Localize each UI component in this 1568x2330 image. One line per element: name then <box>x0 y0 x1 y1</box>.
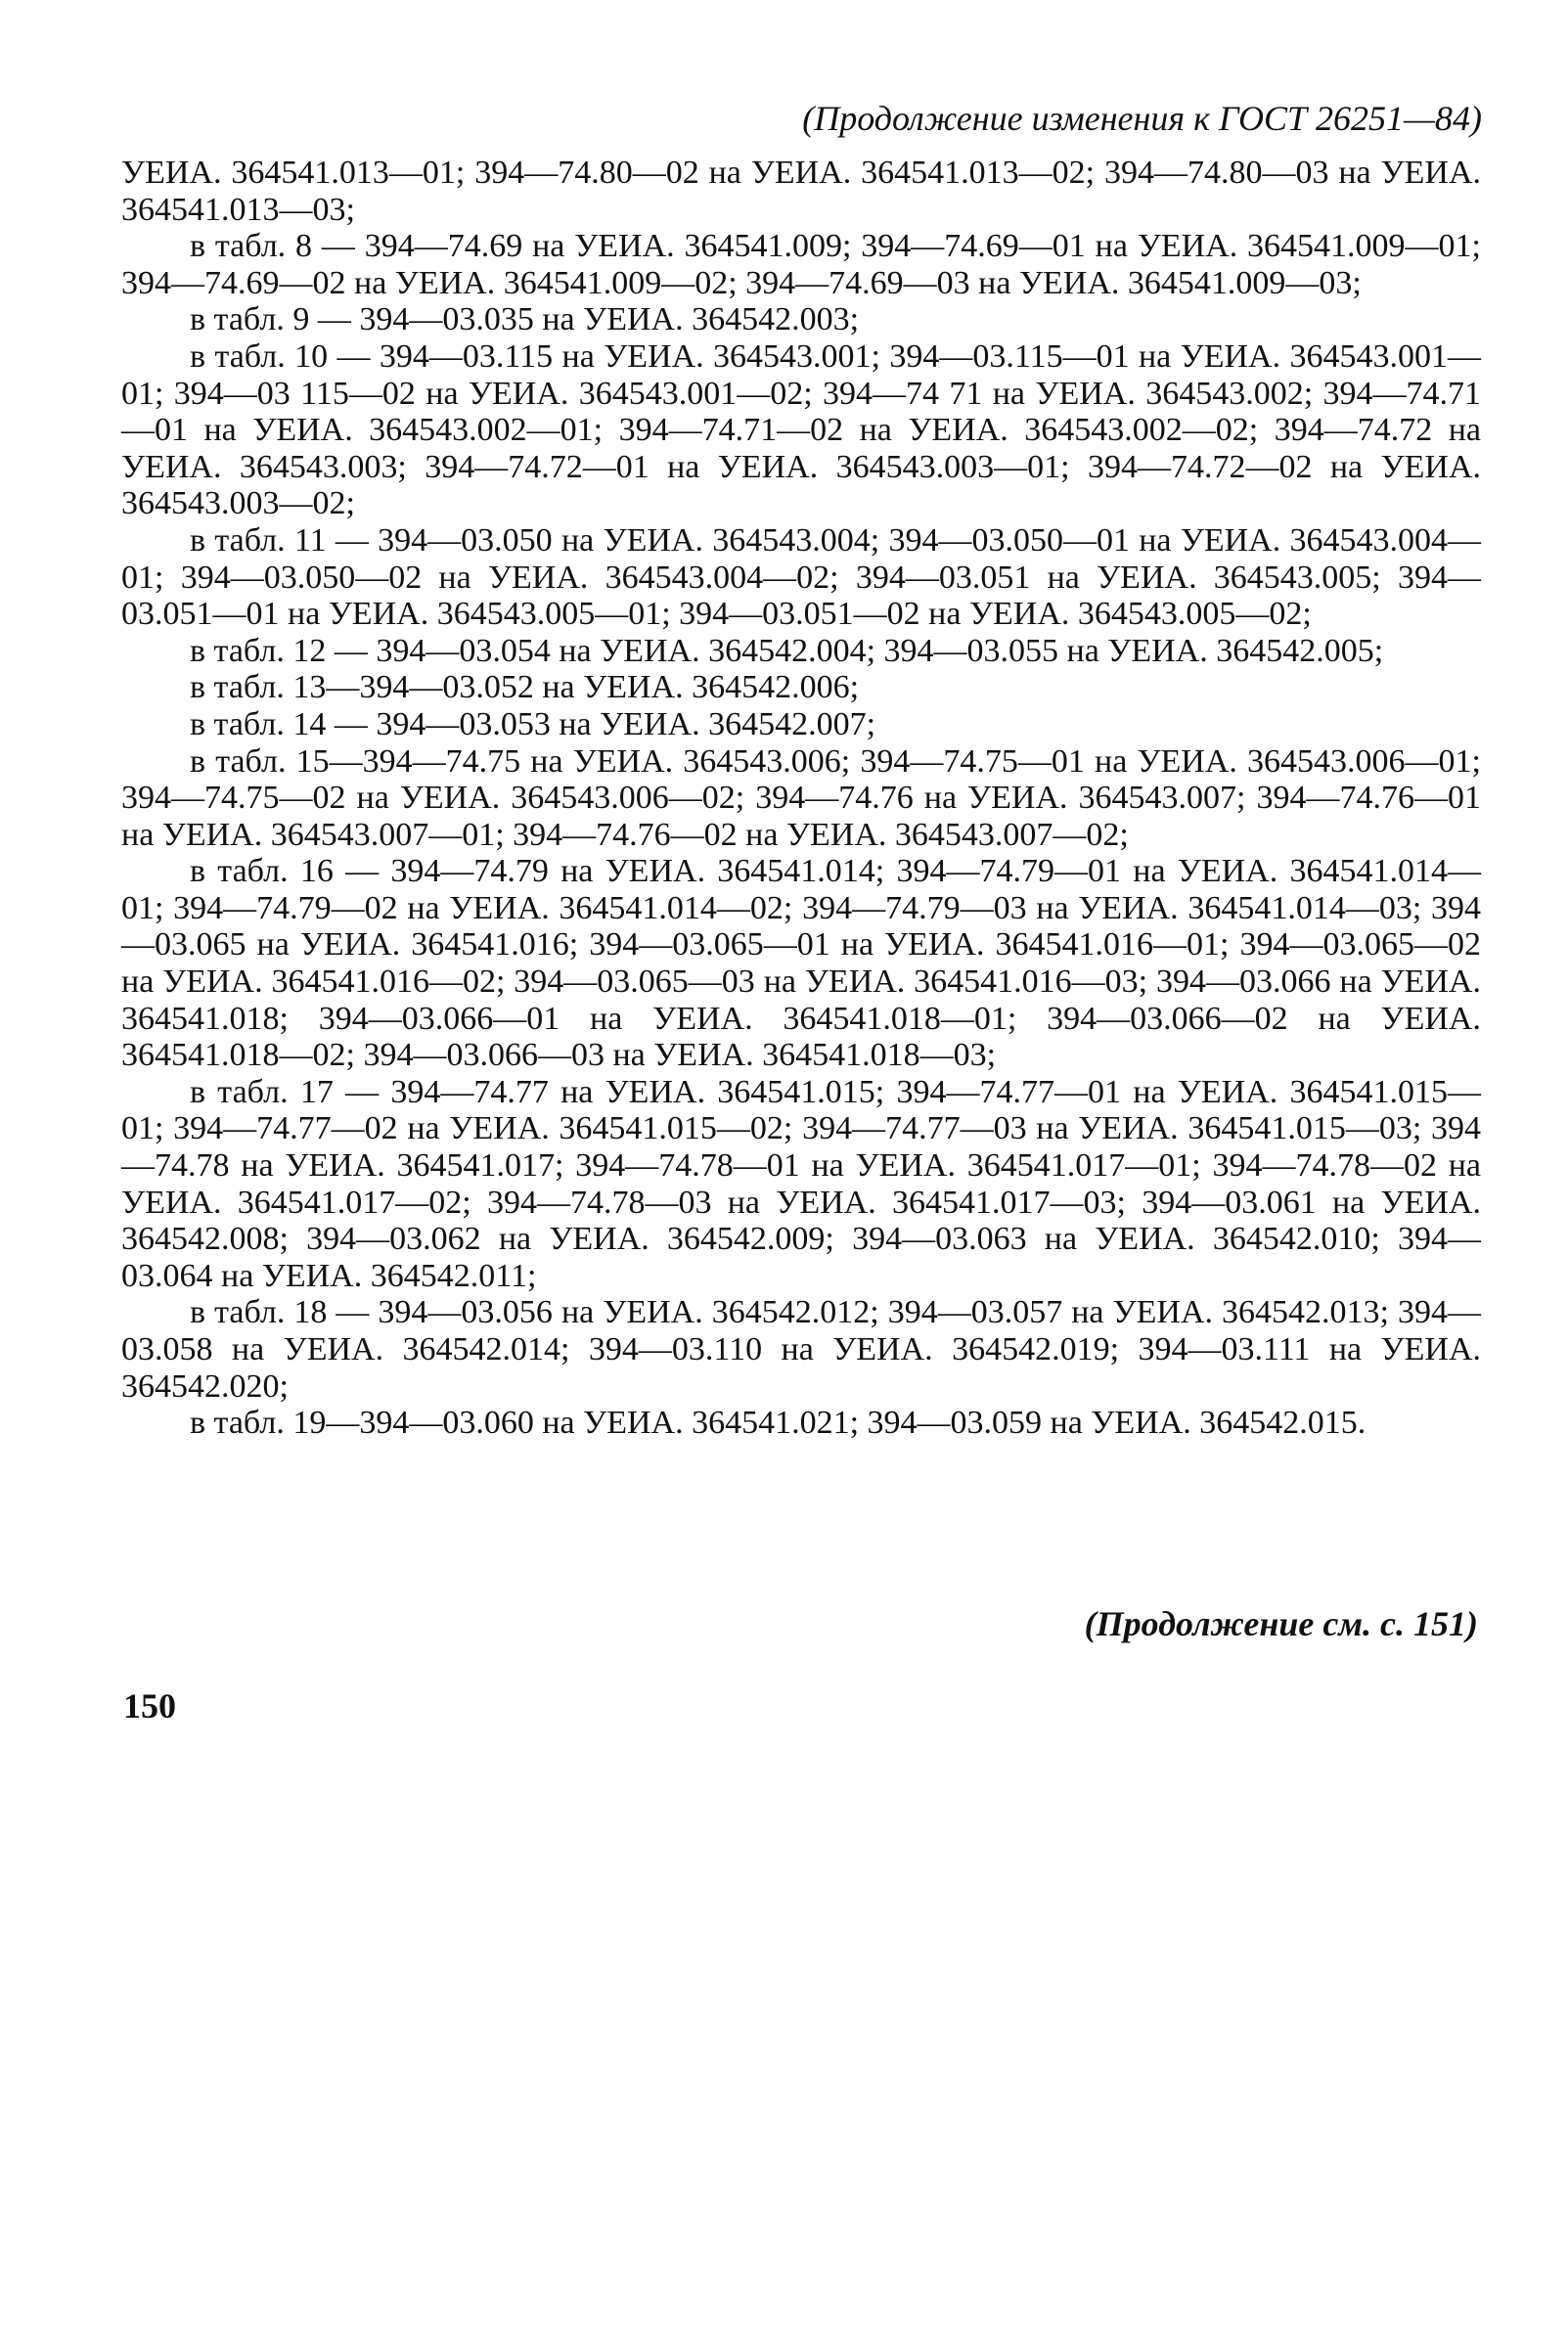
paragraph: в табл. 13—394—03.052 на УЕИА. 364542.006; <box>190 669 860 706</box>
body-text <box>121 155 1481 1442</box>
continuation-note: (Продолжение см. с. 151) <box>1084 1604 1478 1643</box>
paragraph: в табл. 17 — 394—74.77 на УЕИА. 364541.015; 394—74.77—01 на УЕИА. 364541.015—01; 394—74.77—02 на УЕИА. 364541.015—02; 394—74.77—03 на УЕИА. 364541.015—03; 394—74.78 на УЕИА. 364541.017; 394—74.78—01 на УЕИА. 364541.017—01; 394—74.78—02 на УЕИА. 364541.017—02; 394—74.78—03 на УЕИА. 364541.017—03; 394—03.061 на УЕИА. 364542.008; 394—03.062 на УЕИА. 364542.009; 394—03.063 на УЕИА. 364542.010; 394—03.064 на УЕИА. 364542.011; <box>121 1073 1481 1294</box>
paragraph: в табл. 10 — 394—03.115 на УЕИА. 364543.001; 394—03.115—01 на УЕИА. 364543.001—01; 394—03 115—02 на УЕИА. 364543.001—02; 394—74 71 на УЕИА. 364543.002; 394—74.71—01 на УЕИА. 364543.002—01; 394—74.71—02 на УЕИА. 364543.002—02; 394—74.72 на УЕИА. 364543.003; 394—74.72—01 на УЕИА. 364543.003—01; 394—74.72—02 на УЕИА. 364543.003—02; <box>121 337 1481 522</box>
paragraph: в табл. 19—394—03.060 на УЕИА. 364541.021; 394—03.059 на УЕИА. 364542.015. <box>190 1405 1366 1442</box>
paragraph: в табл. 15—394—74.75 на УЕИА. 364543.006; 394—74.75—01 на УЕИА. 364543.006—01; 394—74.75—02 на УЕИА. 364543.006—02; 394—74.76 на УЕИА. 364543.007; 394—74.76—01 на УЕИА. 364543.007—01; 394—74.76—02 на УЕИА. 364543.007—02; <box>121 742 1481 853</box>
paragraph: в табл. 18 — 394—03.056 на УЕИА. 364542.012; 394—03.057 на УЕИА. 364542.013; 394—03.058 на УЕИА. 364542.014; 394—03.110 на УЕИА. 364542.019; 394—03.111 на УЕИА. 364542.020; <box>121 1294 1481 1405</box>
paragraph: в табл. 16 — 394—74.79 на УЕИА. 364541.014; 394—74.79—01 на УЕИА. 364541.014—01; 394—74.79—02 на УЕИА. 364541.014—02; 394—74.79—03 на УЕИА. 364541.014—03; 394—03.065 на УЕИА. 364541.016; 394—03.065—01 на УЕИА. 364541.016—01; 394—03.065—02 на УЕИА. 364541.016—02; 394—03.065—03 на УЕИА. 364541.016—03; 394—03.066 на УЕИА. 364541.018; 394—03.066—01 на УЕИА. 364541.018—01; 394—03.066—02 на УЕИА. 364541.018—02; 394—03.066—03 на УЕИА. 364541.018—03; <box>121 853 1481 1074</box>
paragraph: в табл. 14 — 394—03.053 на УЕИА. 364542.007; <box>190 705 876 742</box>
paragraph: в табл. 9 — 394—03.035 на УЕИА. 364542.003; <box>190 301 860 338</box>
paragraph: в табл. 12 — 394—03.054 на УЕИА. 364542.004; 394—03.055 на УЕИА. 364542.005; <box>190 632 1384 669</box>
page-number: 150 <box>123 1686 176 1725</box>
running-header: (Продолжение изменения к ГОСТ 26251—84) <box>802 99 1482 138</box>
paragraph: в табл. 8 — 394—74.69 на УЕИА. 364541.009; 394—74.69—01 на УЕИА. 364541.009—01; 394—74.69—02 на УЕИА. 364541.009—02; 394—74.69—03 на УЕИА. 364541.009—03; <box>121 228 1481 301</box>
paragraph: УЕИА. 364541.013—01; 394—74.80—02 на УЕИА. 364541.013—02; 394—74.80—03 на УЕИА. 364541.013—03; <box>121 155 1481 228</box>
paragraph: в табл. 11 — 394—03.050 на УЕИА. 364543.004; 394—03.050—01 на УЕИА. 364543.004—01; 394—03.050—02 на УЕИА. 364543.004—02; 394—03.051 на УЕИА. 364543.005; 394—03.051—01 на УЕИА. 364543.005—01; 394—03.051—02 на УЕИА. 364543.005—02; <box>121 521 1481 633</box>
